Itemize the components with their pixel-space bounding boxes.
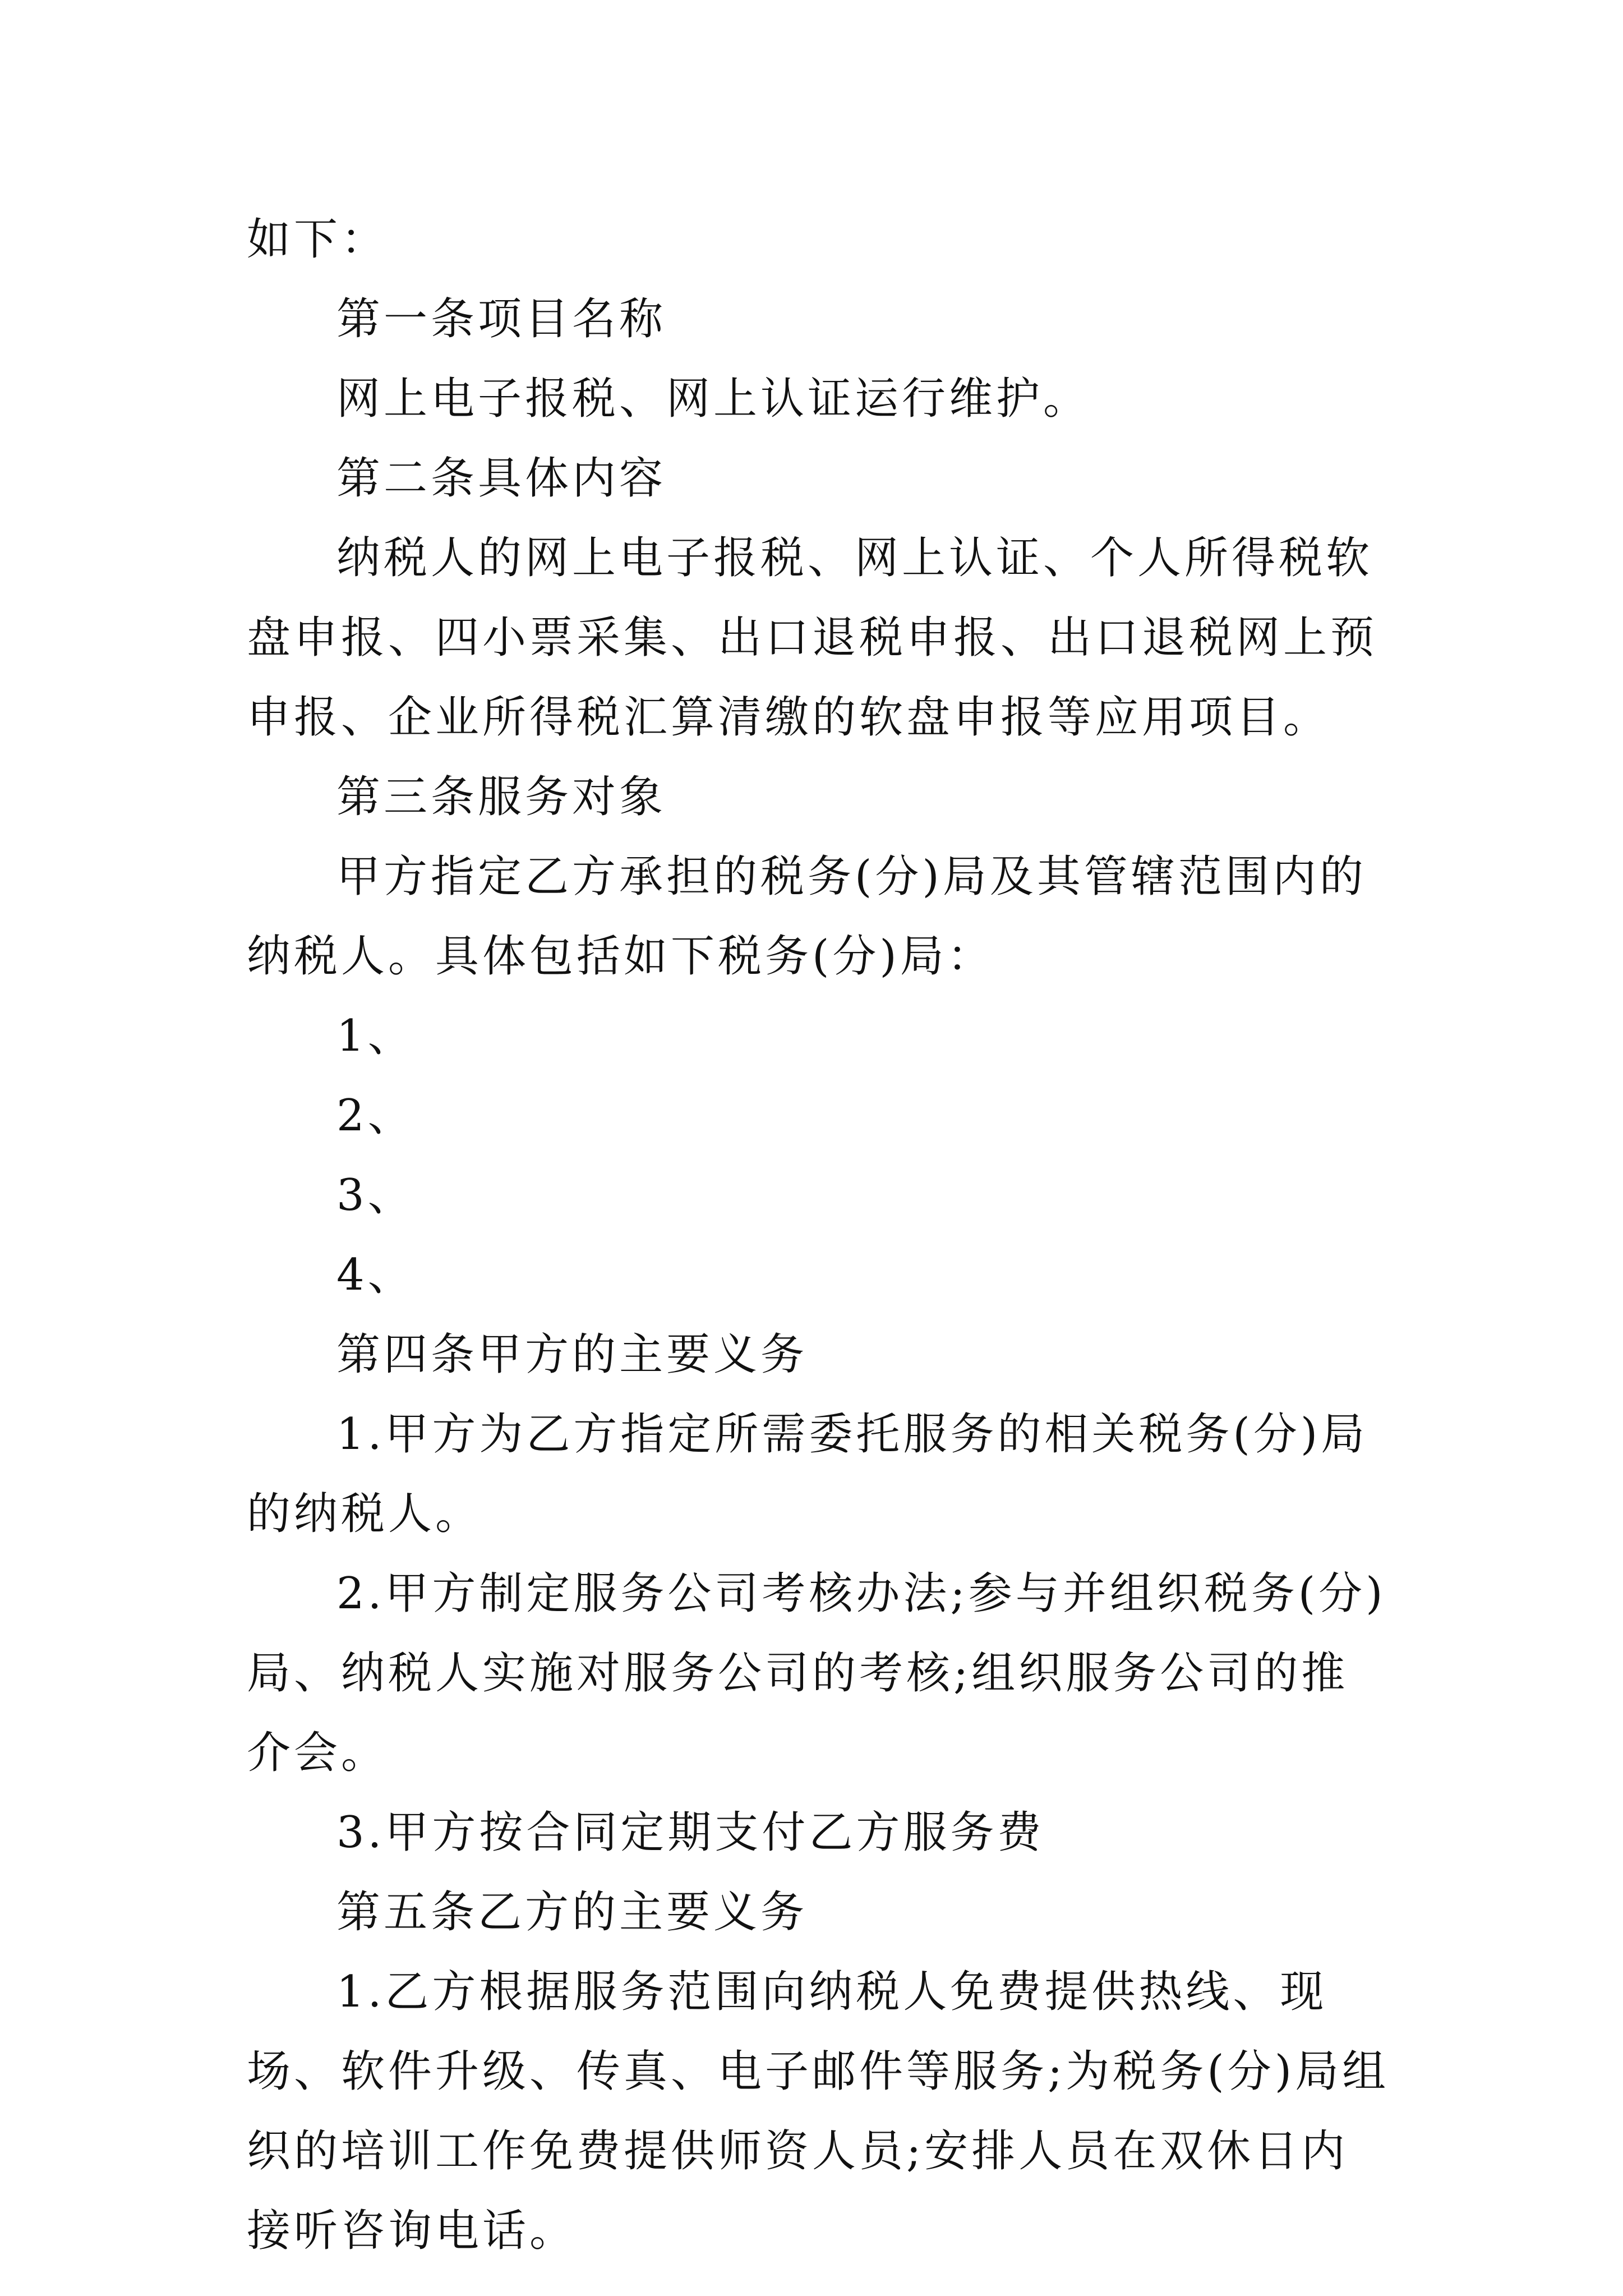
article-3-heading: 第三条服务对象 <box>336 772 667 822</box>
article-4-item-1: 1.甲方为乙方指定所需委托服务的相关税务(分)局的纳税人。 <box>247 1409 1368 1539</box>
list-item-3: 3、 <box>336 1170 415 1221</box>
list-item-1: 1、 <box>336 1011 415 1061</box>
article-3-body: 甲方指定乙方承担的税务(分)局及其管辖范围内的纳税人。具体包括如下税务(分)局： <box>247 852 1367 982</box>
article-4-item-3: 3.甲方按合同定期支付乙方服务费 <box>336 1807 1045 1858</box>
article-2-heading: 第二条具体内容 <box>336 453 667 504</box>
article-4-item-2: 2.甲方制定服务公司考核办法;参与并组织税务(分)局、纳税人实施对服务公司的考核;组织服务公司的推介会。 <box>247 1568 1386 1778</box>
article-5-heading: 第五条乙方的主要义务 <box>336 1887 808 1938</box>
list-item-2: 2、 <box>336 1091 415 1141</box>
paragraph-intro: 如下： <box>247 214 389 265</box>
article-5-item-1: 1.乙方根据服务范围向纳税人免费提供热线、现场、软件升级、传真、电子邮件等服务;为税务(分)局组织的培训工作免费提供师资人员;安排人员在双休日内接听咨询电话。 <box>247 1967 1390 2256</box>
article-1-heading: 第一条项目名称 <box>336 294 667 344</box>
article-2-body: 纳税人的网上电子报税、网上认证、个人所得税软盘申报、四小票采集、出口退税申报、出口退税网上预申报、企业所得税汇算清缴的软盘申报等应用项目。 <box>247 533 1378 743</box>
article-1-body: 网上电子报税、网上认证运行维护。 <box>336 374 1091 424</box>
list-item-4: 4、 <box>336 1250 415 1300</box>
article-4-heading: 第四条甲方的主要义务 <box>336 1329 808 1380</box>
document-body <box>247 200 1391 2271</box>
